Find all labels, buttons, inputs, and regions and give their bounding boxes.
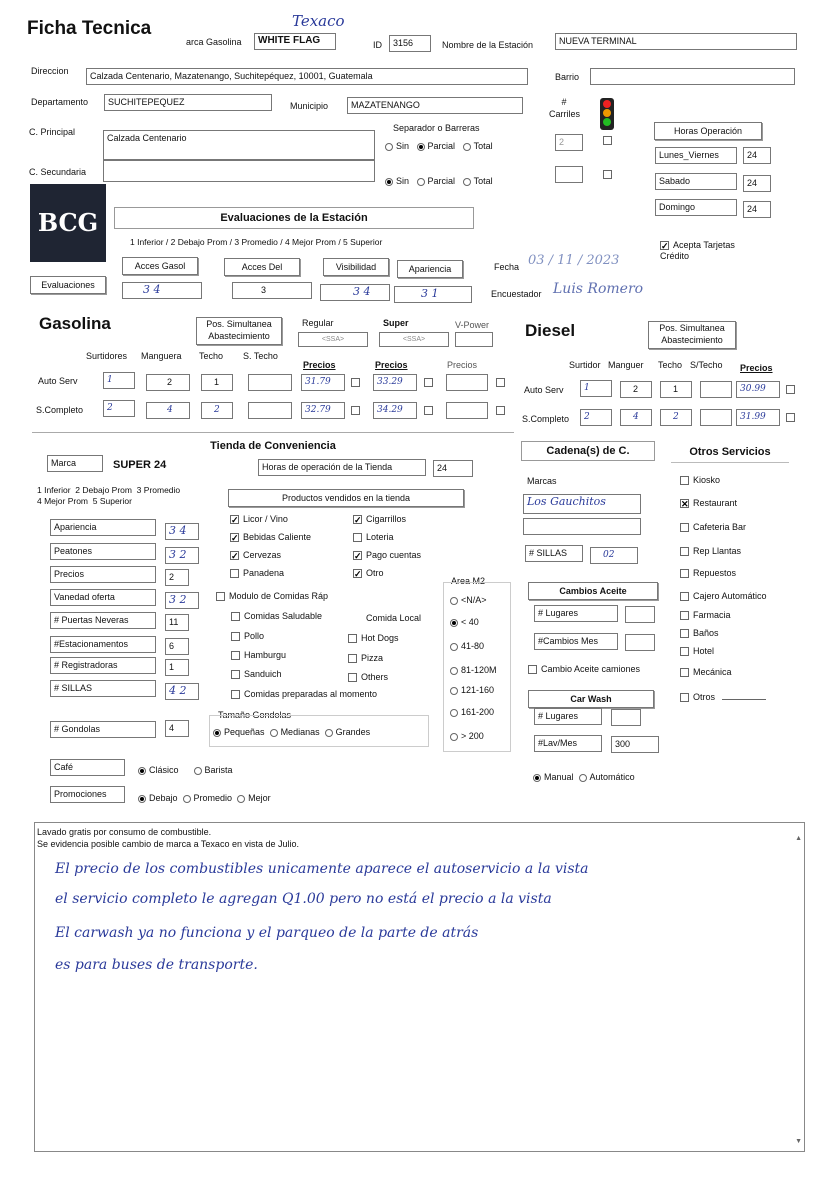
gas-scompleto-precio-regular[interactable]: 32.79: [301, 402, 345, 419]
acces-gasol-field[interactable]: 3 4: [122, 282, 202, 299]
gas-scompleto-manguera[interactable]: 4: [146, 402, 190, 419]
radio-medianas[interactable]: [270, 729, 278, 737]
notes-typed-line-1: Lavado gratis por consumo de combustible.: [37, 827, 212, 837]
producto-cervezas[interactable]: ✓ Cervezas: [231, 550, 282, 562]
producto-licor[interactable]: ✓ Licor / Vino: [231, 514, 288, 526]
area-161-200[interactable]: 161-200: [450, 706, 494, 718]
producto-bebidas[interactable]: ✓ Bebidas Caliente: [231, 532, 312, 544]
tamano-gondolas-options[interactable]: Pequeñas Medianas Grandes: [213, 726, 370, 738]
rating-registradoras-field[interactable]: 1: [165, 659, 189, 676]
cadena-sillas-label: # SILLAS: [525, 545, 583, 562]
cadena-sillas-field[interactable]: 02: [590, 547, 638, 564]
rating-estacionamientos-field[interactable]: 6: [165, 638, 189, 655]
bcg-logo: BCG: [30, 184, 106, 262]
comida-pollo-box[interactable]: [231, 632, 240, 641]
radio-area-40[interactable]: [450, 619, 458, 627]
tienda-scale: 1 Inferior 2 Debajo Prom 3 Promedio 4 Mejor Prom 5 Superior: [37, 485, 181, 506]
diesel-title: Diesel: [525, 321, 576, 340]
servicio-mecanica[interactable]: Mecánica: [680, 666, 732, 678]
separador-principal-options[interactable]: Sin Parcial Total: [385, 140, 493, 152]
id-field[interactable]: 3156: [389, 35, 431, 52]
gasolina-title: Gasolina: [39, 314, 111, 333]
traffic-light-icon: [600, 98, 614, 130]
carwash-lugares-field[interactable]: [611, 709, 641, 726]
calle-secundaria-label: C. Secundaria: [29, 167, 87, 177]
page-title: Ficha Tecnica: [27, 18, 152, 39]
servicio-farmacia-box[interactable]: [680, 611, 689, 620]
gas-autoserv-stecho[interactable]: [248, 374, 292, 391]
cadena-marcas-field[interactable]: Los Gauchitos: [523, 494, 641, 514]
rating-variedad-label: Vanedad oferta: [50, 589, 156, 606]
radio-area-41-80[interactable]: [450, 643, 458, 651]
servicio-hotel-box[interactable]: [680, 647, 689, 656]
rating-precios-field[interactable]: 2: [165, 569, 189, 586]
scroll-up-icon[interactable]: ▲: [795, 835, 802, 842]
comida-sanduich-box[interactable]: [231, 670, 240, 679]
servicio-otros-box[interactable]: [680, 693, 689, 702]
fecha-label: Fecha: [494, 262, 520, 272]
comida-others-box[interactable]: [348, 673, 357, 682]
rating-apariencia-field[interactable]: 3 4: [165, 523, 199, 540]
radio-barista[interactable]: [194, 767, 202, 775]
regular-label: Regular: [302, 318, 334, 328]
diesel-autoserv-check[interactable]: [786, 385, 795, 394]
barrio-field[interactable]: [590, 68, 795, 85]
radio-area-121-160[interactable]: [450, 687, 458, 695]
direccion-field[interactable]: Calzada Centenario, Mazatenango, Suchitepéquez, 10001, Guatemala: [86, 68, 528, 85]
notes-handwritten-line-1: El precio de los combustibles unicamente aparece el autoservicio a la vista: [55, 861, 589, 877]
cambios-mes-field[interactable]: [625, 634, 655, 651]
tienda-title: Tienda de Conveniencia: [32, 432, 514, 452]
servicio-restaurant-box[interactable]: ✕: [681, 499, 689, 510]
radio-manual[interactable]: [533, 774, 541, 782]
servicio-banos-box[interactable]: [680, 629, 689, 638]
servicio-kiosko[interactable]: Kiosko: [680, 474, 720, 486]
radio-promedio[interactable]: [183, 795, 191, 803]
rating-apariencia-label: Apariencia: [50, 519, 156, 536]
producto-pago-cuentas[interactable]: ✓ Pago cuentas: [354, 550, 422, 562]
marca-gasolina-label: arca Gasolina: [186, 37, 242, 47]
gas-row-autoserv-label: Auto Serv: [38, 376, 78, 386]
cambios-aceite-title: Cambios Aceite: [528, 582, 658, 600]
visibilidad-field[interactable]: 3 4: [320, 284, 390, 301]
tienda-marca-value[interactable]: SUPER 24: [113, 459, 167, 471]
comida-preparadas[interactable]: Comidas preparadas al momento: [231, 688, 377, 700]
radio-area-200[interactable]: [450, 733, 458, 741]
gas-autoserv-surtidores[interactable]: 1: [103, 372, 135, 389]
diesel-col-precios: Precios: [740, 363, 773, 373]
notes-handwritten-line-4: es para buses de transporte.: [55, 957, 258, 973]
gas-scompleto-precio-super[interactable]: 34.29: [373, 402, 417, 419]
promociones-label: Promociones: [50, 786, 125, 803]
rating-peatones-field[interactable]: 3 2: [165, 547, 199, 564]
gas-scompleto-super-check[interactable]: [424, 406, 433, 415]
radio-total[interactable]: [463, 143, 471, 151]
diesel-scompleto-stecho[interactable]: [700, 409, 732, 426]
comida-saludable[interactable]: Comidas Saludable: [231, 610, 322, 622]
rating-sillas-field[interactable]: 4 2: [165, 683, 199, 700]
radio-sin-2[interactable]: [385, 178, 393, 186]
tienda-horas-label: Horas de operación de la Tienda: [258, 459, 426, 476]
gas-scompleto-surtidores[interactable]: 2: [103, 400, 135, 417]
direccion-label: Direccion: [31, 66, 69, 76]
encuestador-value[interactable]: Luis Romero: [553, 281, 644, 297]
horas-operacion-button[interactable]: Horas Operación: [654, 122, 762, 140]
cadena-marcas-label: Marcas: [527, 476, 557, 486]
horas-lunes-field[interactable]: 24: [743, 147, 771, 164]
diesel-scompleto-surtidor[interactable]: 2: [580, 409, 612, 426]
servicio-banos[interactable]: Baños: [680, 627, 719, 639]
servicio-mecanica-box[interactable]: [680, 668, 689, 677]
carriles-label: # Carriles: [549, 97, 581, 119]
producto-otro[interactable]: ✓ Otro: [354, 568, 384, 580]
rating-precios-label: Precios: [50, 566, 156, 583]
area-81-120[interactable]: 81-120M: [450, 664, 497, 676]
servicio-repuestos[interactable]: Repuestos: [680, 567, 736, 579]
diesel-scompleto-check[interactable]: [786, 413, 795, 422]
acces-gasol-button[interactable]: Acces Gasol: [122, 257, 198, 275]
marca-gasolina-handwritten: Texaco: [292, 12, 345, 30]
departamento-label: Departamento: [31, 97, 89, 107]
carriles-principal-check[interactable]: [603, 136, 612, 145]
departamento-field[interactable]: SUCHITEPEQUEZ: [104, 94, 272, 111]
servicio-hotel[interactable]: Hotel: [680, 645, 714, 657]
radio-area-na[interactable]: [450, 597, 458, 605]
gas-scompleto-vpower-check[interactable]: [496, 406, 505, 415]
radio-total-2[interactable]: [463, 178, 471, 186]
diesel-scompleto-manguer[interactable]: 4: [620, 409, 652, 426]
evaluaciones-scale: 1 Inferior / 2 Debajo Prom / 3 Promedio / 4 Mejor Prom / 5 Superior: [130, 237, 383, 247]
barrio-label: Barrio: [555, 72, 580, 82]
rating-estacionamientos-label: #Estacionamentos: [50, 636, 156, 653]
super-label: Super: [383, 318, 409, 328]
servicio-cajero-box[interactable]: [680, 592, 689, 601]
comida-others[interactable]: Others: [348, 671, 388, 683]
cambios-mes-label: #Cambios Mes: [534, 633, 618, 650]
area-121-160[interactable]: 121-160: [450, 684, 494, 696]
radio-pequenas[interactable]: [213, 729, 221, 737]
notes-handwritten-line-2: el servicio completo le agregan Q1.00 pero no está el precio a la vista: [55, 891, 552, 907]
calle-secundaria-field[interactable]: [103, 160, 375, 182]
comida-saludable-box[interactable]: [231, 612, 240, 621]
vpower-select[interactable]: [455, 332, 493, 347]
promociones-options[interactable]: Debajo Promedio Mejor: [138, 792, 271, 804]
gas-autoserv-super-check[interactable]: [424, 378, 433, 387]
separador-secundaria-options[interactable]: Sin Parcial Total: [385, 175, 493, 187]
radio-debajo[interactable]: [138, 795, 146, 803]
rating-puertas-field[interactable]: 11: [165, 614, 189, 631]
servicio-otros[interactable]: Otros: [680, 691, 766, 703]
comida-hotdogs-box[interactable]: [348, 634, 357, 643]
producto-cigarrillos[interactable]: ✓ Cigarrillos: [354, 514, 407, 526]
municipio-field[interactable]: MAZATENANGO: [347, 97, 523, 114]
super-select[interactable]: <SSA>: [379, 332, 449, 347]
fecha-value[interactable]: 03 / 11 / 2023: [528, 253, 620, 268]
scroll-down-icon[interactable]: ▼: [795, 1138, 802, 1145]
producto-licor-box[interactable]: ✓: [231, 515, 239, 526]
observaciones-textarea[interactable]: [34, 822, 805, 1152]
diesel-col-techo: Techo: [658, 360, 683, 370]
diesel-scompleto-precio[interactable]: 31.99: [736, 409, 780, 426]
radio-sin[interactable]: [385, 143, 393, 151]
evaluaciones-title: Evaluaciones de la Estación: [114, 207, 474, 229]
rating-sillas-label: # SILLAS: [50, 680, 156, 697]
radio-clasico[interactable]: [138, 767, 146, 775]
cambios-lugares-label: # Lugares: [534, 605, 618, 622]
gas-col-precios-super: Precios: [375, 360, 408, 370]
diesel-col-manguer: Manguer: [608, 360, 644, 370]
comida-local-label: Comida Local: [366, 613, 422, 623]
acces-del-field[interactable]: 3: [232, 282, 312, 299]
producto-bebidas-box[interactable]: ✓: [231, 533, 239, 544]
comida-hamburguesa-box[interactable]: [231, 651, 240, 660]
gas-autoserv-vpower-check[interactable]: [496, 378, 505, 387]
servicio-rep-llantas-box[interactable]: [680, 547, 689, 556]
cambio-aceite-camiones-box[interactable]: [528, 665, 537, 674]
notes-handwritten-line-3: El carwash ya no funciona y el parqueo de la parte de atrás: [55, 925, 479, 941]
producto-cigarrillos-box[interactable]: ✓: [354, 515, 362, 526]
servicio-cafeteria-box[interactable]: [680, 523, 689, 532]
diesel-row-scompleto-label: S.Completo: [522, 414, 570, 424]
area-40[interactable]: < 40: [450, 616, 479, 628]
modulo-comidas-box[interactable]: [216, 592, 225, 601]
tienda-horas-field[interactable]: 24: [433, 460, 473, 477]
radio-parcial-2[interactable]: [417, 178, 425, 186]
carwash-tipo-options[interactable]: Manual Automático: [533, 771, 635, 783]
tienda-marca-label: Marca: [47, 455, 103, 472]
diesel-pos-simultanea[interactable]: Pos. Simultanea Abastecimiento: [648, 321, 736, 349]
diesel-col-stecho: S/Techo: [690, 360, 723, 370]
cafe-label: Café: [50, 759, 125, 776]
gas-col-manguera: Manguera: [141, 351, 182, 361]
gondolas-label: # Gondolas: [50, 721, 156, 738]
notes-typed-line-2: Se evidencia posible cambio de marca a Texaco en vista de Julio.: [37, 839, 299, 849]
separador-label: Separador o Barreras: [393, 123, 480, 133]
servicio-restaurant[interactable]: ✕ Restaurant: [681, 498, 738, 510]
area-200[interactable]: > 200: [450, 730, 484, 742]
tamano-gondolas-label: Tamaño Gondolas: [218, 710, 292, 720]
gas-col-surtidores: Surtidores: [86, 351, 128, 361]
calle-principal-field[interactable]: Calzada Centenario: [103, 130, 375, 160]
servicio-rep-llantas[interactable]: Rep Llantas: [680, 545, 741, 557]
producto-loteria[interactable]: Loteria: [353, 531, 394, 543]
comida-preparadas-box[interactable]: [231, 690, 240, 699]
diesel-autoserv-precio[interactable]: 30.99: [736, 381, 780, 398]
diesel-col-surtidor: Surtidor: [569, 360, 601, 370]
diesel-autoserv-surtidor[interactable]: 1: [580, 380, 612, 397]
visibilidad-button[interactable]: Visibilidad: [323, 258, 389, 276]
producto-pago-cuentas-box[interactable]: ✓: [354, 551, 362, 562]
regular-select[interactable]: <SSA>: [298, 332, 368, 347]
gas-scompleto-precio-vpower[interactable]: [446, 402, 488, 419]
rating-peatones-label: Peatones: [50, 543, 156, 560]
gas-col-precios-regular: Precios: [303, 360, 336, 370]
horas-sabado-label: Sabado: [655, 173, 737, 190]
diesel-autoserv-manguer[interactable]: 2: [620, 381, 652, 398]
acepta-tarjetas-box[interactable]: ✓: [661, 241, 669, 252]
rating-puertas-label: # Puertas Neveras: [50, 612, 156, 629]
cafe-options[interactable]: Clásico Barista: [138, 764, 233, 776]
comida-pizza[interactable]: Pizza: [348, 652, 383, 664]
vpower-label: V-Power: [455, 320, 490, 330]
servicio-kiosko-box[interactable]: [680, 476, 689, 485]
carriles-secundaria-check[interactable]: [603, 170, 612, 179]
municipio-label: Municipio: [290, 101, 329, 111]
comida-hotdogs[interactable]: Hot Dogs: [348, 632, 399, 644]
gondolas-field[interactable]: 4: [165, 720, 189, 737]
evaluaciones-button[interactable]: Evaluaciones: [30, 276, 106, 294]
radio-area-81-120[interactable]: [450, 667, 458, 675]
rating-variedad-field[interactable]: 3 2: [165, 592, 199, 609]
apariencia-field[interactable]: 3 1: [394, 286, 472, 303]
comida-pizza-box[interactable]: [348, 654, 357, 663]
producto-panaderia-box[interactable]: [230, 569, 239, 578]
gas-scompleto-regular-check[interactable]: [351, 406, 360, 415]
gas-autoserv-precio-super[interactable]: 33.29: [373, 374, 417, 391]
nombre-estacion-label: Nombre de la Estación: [442, 40, 534, 50]
producto-loteria-box[interactable]: [353, 533, 362, 542]
productos-vendidos-title: Productos vendidos en la tienda: [228, 489, 464, 507]
gas-col-techo: Techo: [199, 351, 224, 361]
radio-grandes[interactable]: [325, 729, 333, 737]
rating-registradoras-label: # Registradoras: [50, 657, 156, 674]
gasolina-pos-simultanea[interactable]: Pos. Simultanea Abastecimiento: [196, 317, 282, 345]
gas-col-stecho: S. Techo: [243, 351, 278, 361]
comida-pollo[interactable]: Pollo: [231, 630, 264, 642]
horas-domingo-field[interactable]: 24: [743, 201, 771, 218]
horas-sabado-field[interactable]: 24: [743, 175, 771, 192]
servicio-cajero[interactable]: Cajero Automático: [680, 590, 767, 602]
acces-del-button[interactable]: Acces Del: [224, 258, 300, 276]
diesel-autoserv-techo[interactable]: 1: [660, 381, 692, 398]
carwash-lugares-label: # Lugares: [534, 708, 602, 725]
area-na[interactable]: <N/A>: [450, 594, 487, 606]
producto-otro-box[interactable]: ✓: [354, 569, 362, 580]
cadena-title: Cadena(s) de C.: [521, 441, 655, 461]
gas-row-scompleto-label: S.Completo: [36, 405, 84, 415]
diesel-autoserv-stecho[interactable]: [700, 381, 732, 398]
gas-autoserv-techo[interactable]: 1: [201, 374, 233, 391]
gas-autoserv-precio-regular[interactable]: 31.79: [301, 374, 345, 391]
encuestador-label: Encuestador: [491, 289, 542, 299]
acepta-tarjetas-check[interactable]: ✓ Acepta Tarjetas Crédito: [660, 240, 735, 261]
radio-mejor[interactable]: [237, 795, 245, 803]
modulo-comidas[interactable]: Modulo de Comidas Ráp: [216, 590, 328, 602]
gas-autoserv-manguera[interactable]: 2: [146, 374, 190, 391]
nombre-estacion-field[interactable]: NUEVA TERMINAL: [555, 33, 797, 50]
diesel-row-autoserv-label: Auto Serv: [524, 385, 564, 395]
producto-panaderia[interactable]: Panadena: [230, 567, 284, 579]
cadena-marcas-field-2[interactable]: [523, 518, 641, 535]
gas-autoserv-regular-check[interactable]: [351, 378, 360, 387]
area-41-80[interactable]: 41-80: [450, 640, 484, 652]
comida-sanduich[interactable]: Sanduich: [231, 668, 282, 680]
diesel-scompleto-techo[interactable]: 2: [660, 409, 692, 426]
servicio-farmacia[interactable]: Farmacia: [680, 609, 731, 621]
servicio-repuestos-box[interactable]: [680, 569, 689, 578]
gas-col-precios-vpower: Precios: [447, 360, 478, 370]
apariencia-button[interactable]: Apariencia: [397, 260, 463, 278]
horas-lunes-label: Lunes_Viernes: [655, 147, 737, 164]
carwash-lav-field[interactable]: 300: [611, 736, 659, 753]
id-label: ID: [373, 40, 382, 50]
radio-parcial[interactable]: [417, 143, 425, 151]
servicio-cafeteria[interactable]: Cafeteria Bar: [680, 521, 746, 533]
producto-cervezas-box[interactable]: ✓: [231, 551, 239, 562]
horas-domingo-label: Domingo: [655, 199, 737, 216]
calle-principal-label: C. Principal: [29, 127, 76, 137]
gas-scompleto-techo[interactable]: 2: [201, 402, 233, 419]
carriles-principal-field[interactable]: 2: [555, 134, 583, 151]
area-m2-label: Area M2: [451, 576, 486, 586]
cambio-aceite-camiones[interactable]: Cambio Aceite camiones: [528, 663, 640, 675]
cambios-lugares-field[interactable]: [625, 606, 655, 623]
gas-scompleto-stecho[interactable]: [248, 402, 292, 419]
otros-servicios-title: Otros Servicios: [671, 443, 789, 463]
carriles-secundaria-field[interactable]: [555, 166, 583, 183]
comida-hamburguesa[interactable]: Hamburgu: [231, 649, 286, 661]
carwash-lav-label: #Lav/Mes: [534, 735, 602, 752]
gas-autoserv-precio-vpower[interactable]: [446, 374, 488, 391]
marca-gasolina-field[interactable]: WHITE FLAG: [254, 33, 336, 50]
radio-automatico[interactable]: [579, 774, 587, 782]
car-wash-title: Car Wash: [528, 690, 654, 708]
radio-area-161-200[interactable]: [450, 709, 458, 717]
